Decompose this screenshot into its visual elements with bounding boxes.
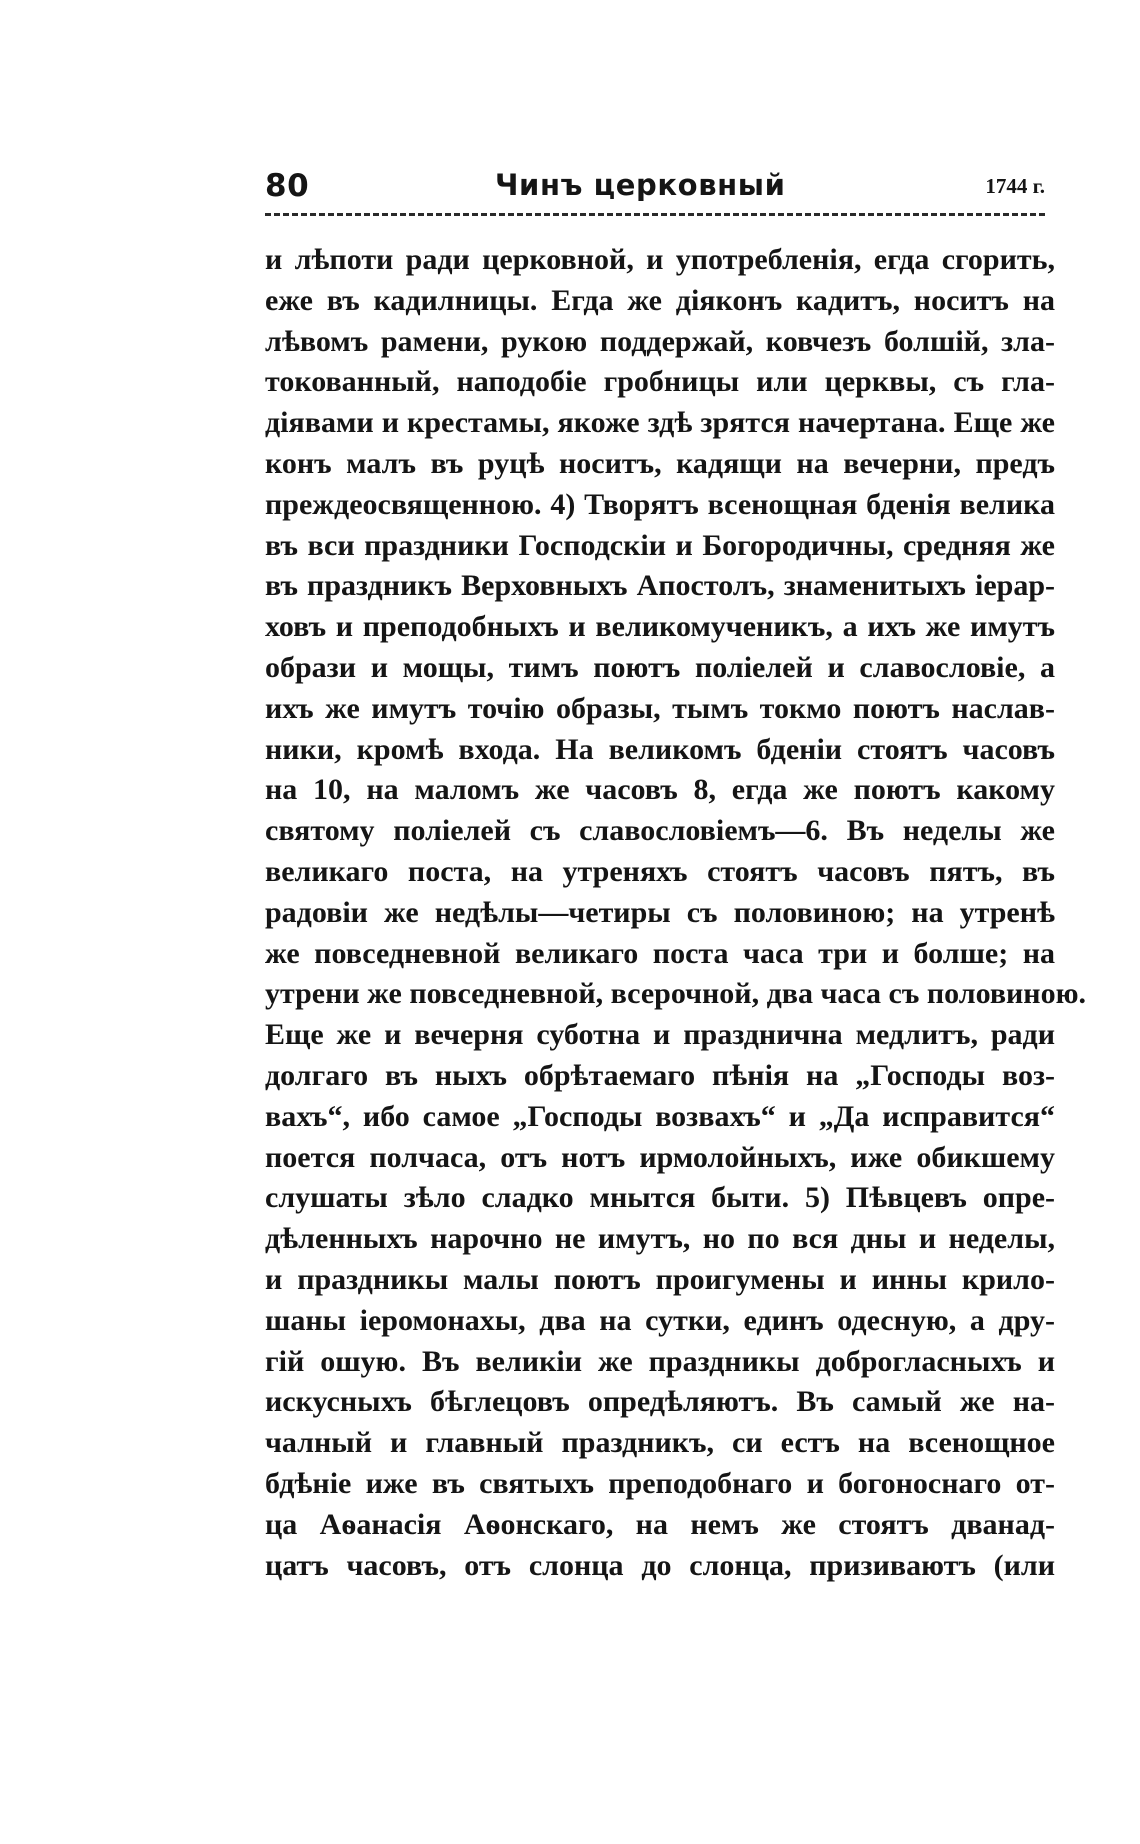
text-line: образи и мощы, тимъ поютъ поліелей и славословіе, а xyxy=(265,650,1055,684)
text-line: слушаты зѣло сладко мнытся быти. 5) Пѣвцевъ опре- xyxy=(265,1181,1055,1215)
text-line: Еще же и вечерня суботна и празднична медлитъ, ради xyxy=(265,1018,1055,1052)
text-line: святому поліелей съ славословіемъ—6. Въ неделы же xyxy=(265,814,1055,848)
text-line: ца Аѳанасія Аѳонскаго, на немъ же стоятъ дванад- xyxy=(265,1507,1055,1541)
text-line: гій ошую. Въ великіи же праздникы доброгласныхъ и xyxy=(265,1344,1055,1378)
text-line: дѣленныхъ нарочно не имутъ, но по вся дны и неделы, xyxy=(265,1222,1055,1256)
text-line: на 10, на маломъ же часовъ 8, егда же поютъ какому xyxy=(265,773,1055,807)
header-rule xyxy=(265,213,1045,216)
text-line: ники, кромѣ входа. На великомъ бденіи стоятъ часовъ xyxy=(265,732,1055,766)
text-line: ховъ и преподобныхъ и великомученикъ, а ихъ же имутъ xyxy=(265,610,1055,644)
text-line: шаны іеромонахы, два на сутки, единъ одесную, а дру- xyxy=(265,1303,1055,1337)
text-line: утрени же повседневной, всерочной, два часа съ половиною. xyxy=(265,977,1087,1011)
text-line: преждеосвященною. 4) Творятъ всенощная бденія велика xyxy=(265,487,1055,521)
text-line: радовіи же недѣлы—четиры съ половиною; на утренѣ xyxy=(265,895,1055,929)
text-line: еже въ кадилницы. Егда же діяконъ кадитъ, носитъ на xyxy=(265,283,1055,317)
text-line: лѣвомъ рамени, рукою поддержай, ковчезъ болшій, зла- xyxy=(265,324,1055,358)
text-line: токованный, наподобіе гробницы или церквы, съ гла- xyxy=(265,365,1055,399)
running-title: Чинъ церковный xyxy=(495,168,786,202)
text-line: діявами и крестамы, якоже здѣ зрятся начертана. Еще же xyxy=(265,406,1055,440)
text-line: бдѣніе иже въ святыхъ преподобнаго и богоноснаго от- xyxy=(265,1466,1055,1500)
text-line: чалный и главный праздникъ, си естъ на всенощное xyxy=(265,1426,1055,1460)
text-line: въ праздникъ Верховныхъ Апостолъ, знаменитыхъ іерар- xyxy=(265,569,1055,603)
year-label: 1744 г. xyxy=(985,174,1045,198)
text-line: искусныхъ бѣглецовъ опредѣляютъ. Въ самый же на- xyxy=(265,1385,1055,1419)
text-line: долгаго въ ныхъ обрѣтаемаго пѣнія на „Господы воз- xyxy=(265,1058,1055,1092)
text-line: и лѣпоти ради церковной, и употребленія, егда сгорить, xyxy=(265,243,1055,276)
text-line: великаго поста, на утреняхъ стоятъ часовъ пятъ, въ xyxy=(265,854,1055,888)
text-line: въ вси праздники Господскіи и Богородичны, средняя же xyxy=(265,528,1055,562)
body-text xyxy=(265,240,1087,1586)
text-line: поется полчаса, отъ нотъ ирмолойныхъ, иже обикшему xyxy=(265,1140,1055,1174)
page-number: 80 xyxy=(265,168,310,204)
page-header xyxy=(265,160,1055,210)
text-line: ихъ же имутъ точію образы, тымъ токмо поютъ наслав- xyxy=(265,691,1055,725)
text-line: цатъ часовъ, отъ слонца до слонца, призиваютъ (или xyxy=(265,1548,1055,1582)
text-line: же повседневной великаго поста часа три и болше; на xyxy=(265,936,1055,970)
text-line: вахъ“, ибо самое „Господы возвахъ“ и „Да исправится“ xyxy=(265,1099,1055,1133)
text-line: и праздникы малы поютъ проигумены и инны крило- xyxy=(265,1262,1055,1296)
text-line: конъ малъ въ руцѣ носитъ, кадящи на вечерни, предъ xyxy=(265,446,1055,480)
